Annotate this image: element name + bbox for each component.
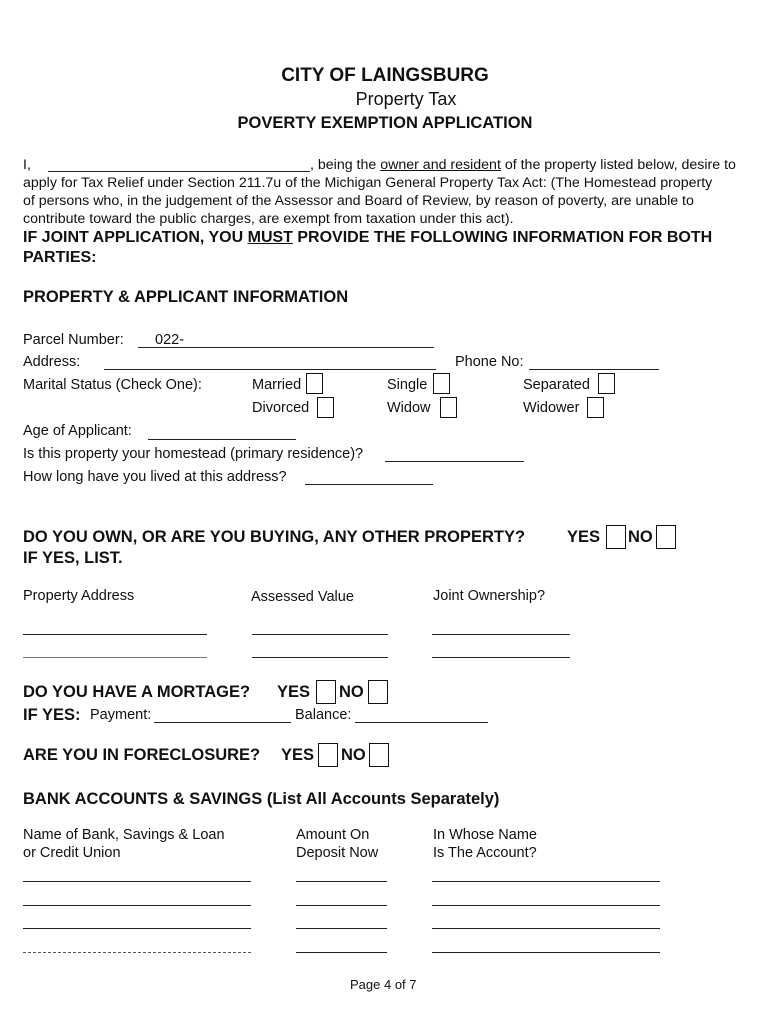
foreclosure-no-label: NO [341, 746, 366, 764]
parcel-number-line[interactable] [138, 347, 434, 348]
single-label: Single [387, 377, 428, 393]
col-bank-name-line2: or Credit Union [23, 845, 121, 861]
applicant-name-line[interactable] [48, 171, 310, 172]
homestead-question: Is this property your homestead (primary residence)? [23, 446, 364, 462]
whose-name-line-1[interactable] [432, 881, 660, 882]
col-amount-line2: Deposit Now [296, 845, 379, 861]
bank-section-heading: BANK ACCOUNTS & SAVINGS (List All Accounts Separately) [23, 790, 500, 808]
mortgage-question: DO YOU HAVE A MORTAGE? [23, 683, 251, 701]
col-bank-name-line1: Name of Bank, Savings & Loan [23, 827, 225, 843]
foreclosure-question: ARE YOU IN FORECLOSURE? [23, 746, 261, 764]
homestead-line[interactable] [385, 461, 524, 462]
divorced-label: Divorced [252, 400, 310, 416]
intro-line4: contribute toward the public charges, are exempt from taxation under this act). [23, 211, 514, 227]
joint-ownership-line-1[interactable] [432, 634, 570, 635]
widower-checkbox[interactable] [587, 397, 604, 418]
joint-application-parties: PARTIES: [23, 249, 97, 266]
assessed-value-line-2[interactable] [252, 657, 388, 658]
whose-name-line-3[interactable] [432, 928, 660, 929]
mortgage-yes-checkbox[interactable] [316, 680, 336, 704]
joint-ownership-line-2[interactable] [432, 657, 570, 658]
address-line[interactable] [104, 369, 436, 370]
how-long-question: How long have you lived at this address? [23, 469, 287, 485]
marital-status-label: Marital Status (Check One): [23, 377, 202, 393]
intro-line1: , being the owner and resident of the property listed below, desire to [310, 157, 736, 173]
balance-label: Balance: [295, 707, 352, 723]
property-address-line-1[interactable] [23, 634, 207, 635]
phone-line[interactable] [529, 369, 659, 370]
form-title: POVERTY EXEMPTION APPLICATION [237, 114, 533, 132]
assessed-value-line-1[interactable] [252, 634, 388, 635]
city-title: CITY OF LAINGSBURG [281, 65, 489, 86]
amount-line-4[interactable] [296, 952, 387, 953]
payment-line[interactable] [154, 722, 291, 723]
age-line[interactable] [148, 439, 296, 440]
whose-name-line-4[interactable] [432, 952, 660, 953]
widow-checkbox[interactable] [440, 397, 457, 418]
age-label: Age of Applicant: [23, 423, 132, 439]
payment-label: Payment: [90, 707, 152, 723]
intro-line2: apply for Tax Relief under Section 211.7u of the Michigan General Property Tax Act: (The Homestead property [23, 175, 713, 191]
phone-label: Phone No: [455, 354, 524, 370]
joint-application-note: IF JOINT APPLICATION, YOU MUST PROVIDE THE FOLLOWING INFORMATION FOR BOTH [23, 229, 713, 246]
mortgage-no-checkbox[interactable] [368, 680, 388, 704]
property-section-heading: PROPERTY & APPLICANT INFORMATION [23, 288, 349, 306]
parcel-number-label: Parcel Number: [23, 332, 124, 348]
col-amount-line1: Amount On [296, 827, 370, 843]
whose-name-line-2[interactable] [432, 905, 660, 906]
property-address-line-2[interactable] [23, 657, 207, 658]
how-long-line[interactable] [305, 484, 433, 485]
single-checkbox[interactable] [433, 373, 450, 394]
col-whose-name-line2: Is The Account? [433, 845, 537, 861]
other-property-if-yes: IF YES, LIST. [23, 549, 123, 567]
amount-line-2[interactable] [296, 905, 387, 906]
intro-i-label: I, [23, 157, 31, 173]
widow-label: Widow [387, 400, 431, 416]
col-property-address: Property Address [23, 588, 135, 604]
foreclosure-yes-checkbox[interactable] [318, 743, 338, 767]
intro-line3: of persons who, in the judgement of the Assessor and Board of Review, by reason of poverty, are unable to [23, 193, 694, 209]
parcel-number-prefix: 022- [155, 332, 185, 348]
mortgage-yes-label: YES [277, 683, 311, 701]
divorced-checkbox[interactable] [317, 397, 334, 418]
separated-checkbox[interactable] [598, 373, 615, 394]
bank-name-line-3[interactable] [23, 928, 251, 929]
mortgage-if-yes: IF YES: [23, 706, 81, 724]
page-number: Page 4 of 7 [350, 977, 417, 992]
foreclosure-yes-label: YES [281, 746, 315, 764]
other-property-no-checkbox[interactable] [656, 525, 676, 549]
bank-name-line-1[interactable] [23, 881, 251, 882]
other-property-question: DO YOU OWN, OR ARE YOU BUYING, ANY OTHER PROPERTY? [23, 528, 526, 546]
married-label: Married [252, 377, 302, 393]
col-assessed-value: Assessed Value [251, 589, 354, 605]
widower-label: Widower [523, 400, 580, 416]
foreclosure-no-checkbox[interactable] [369, 743, 389, 767]
address-label: Address: [23, 354, 81, 370]
col-whose-name-line1: In Whose Name [433, 827, 537, 843]
amount-line-3[interactable] [296, 928, 387, 929]
married-checkbox[interactable] [306, 373, 323, 394]
separated-label: Separated [523, 377, 590, 393]
other-property-yes-checkbox[interactable] [606, 525, 626, 549]
bank-name-line-2[interactable] [23, 905, 251, 906]
other-property-yes-label: YES [567, 528, 601, 546]
mortgage-no-label: NO [339, 683, 364, 701]
balance-line[interactable] [355, 722, 488, 723]
col-joint-ownership: Joint Ownership? [433, 588, 546, 604]
other-property-no-label: NO [628, 528, 653, 546]
bank-name-line-4[interactable] [23, 952, 251, 953]
property-tax-subtitle: Property Tax [355, 89, 457, 109]
amount-line-1[interactable] [296, 881, 387, 882]
